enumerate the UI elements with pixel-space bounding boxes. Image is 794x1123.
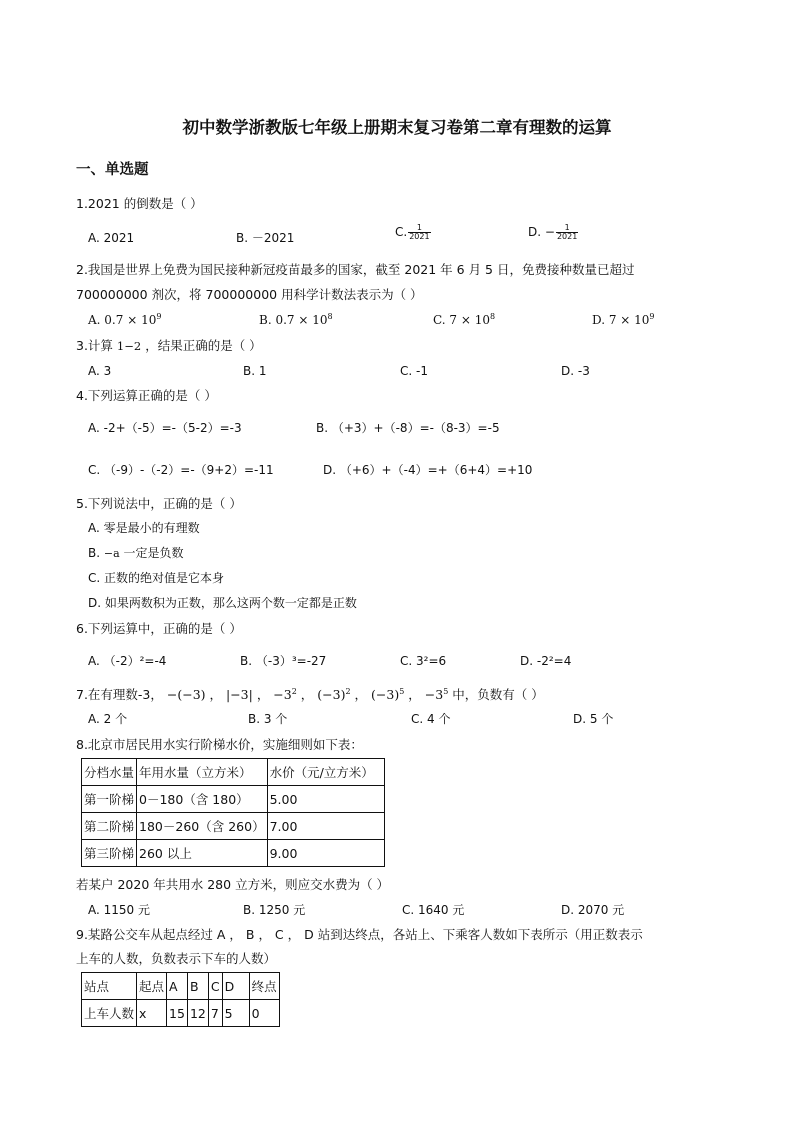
q4-option-b: B. （+3）+（-8）=-（8-3）=-5: [316, 421, 500, 435]
q1-option-b: B. －2021: [236, 231, 295, 245]
table-header-cell: C: [208, 973, 222, 1000]
q1-option-d: [528, 224, 578, 241]
q2-option-d: D. $7 \times 10^9$: [592, 312, 655, 327]
table-row: [82, 840, 385, 867]
table-cell: 5.00: [267, 786, 384, 813]
q2-option-a: A. $0.7 \times 10^9$: [88, 312, 162, 327]
table-header-cell: B: [187, 973, 208, 1000]
table-cell: 0: [249, 1000, 279, 1027]
table-header-cell: D: [222, 973, 249, 1000]
question-2-stem-line2: 700000000 剂次，将 700000000 用科学计数法表示为（ ）: [76, 287, 423, 302]
table-row: [82, 786, 385, 813]
q1-option-a: A. 2021: [88, 231, 135, 245]
q5-option-a: A. 零是最小的有理数: [88, 521, 200, 535]
q8-option-b: B. 1250 元: [243, 903, 306, 917]
table-header-cell: 水价（元/立方米）: [267, 759, 384, 786]
question-9-stem-line2: 上车的人数，负数表示下车的人数）: [76, 951, 277, 966]
q3-option-c: C. -1: [400, 364, 428, 378]
q1-d-fraction: $\frac{1}{2021}$: [556, 223, 578, 241]
q6-option-a: A. （-2）²=-4: [88, 654, 167, 668]
table-header-row: [82, 973, 280, 1000]
q1-option-c: [395, 224, 431, 241]
question-7-stem: 7.在有理数-3， −(−3) ， |−3| ， $-3^2$ ， $(-3)^2$ ， $(-3)^5$ ， $-3^5$ 中，负数有（ ）: [76, 687, 544, 702]
q8-option-d: D. 2070 元: [561, 903, 625, 917]
q4-option-a: A. -2+（-5）=-（5-2）=-3: [88, 421, 242, 435]
table-header-cell: A: [167, 973, 188, 1000]
table-header-row: [82, 759, 385, 786]
document-title: 初中数学浙教版七年级上册期末复习卷第二章有理数的运算: [182, 118, 612, 137]
table-cell: 第二阶梯: [82, 813, 137, 840]
q5-option-b: B. −a 一定是负数: [88, 546, 184, 560]
q4-option-c: C. （-9）-（-2）=-（9+2）=-11: [88, 463, 274, 477]
bus-passenger-table: [81, 972, 280, 1027]
table-cell: 5: [222, 1000, 249, 1027]
q6-option-c: C. 3²=6: [400, 654, 447, 668]
section-heading: 一、单选题: [76, 162, 149, 178]
table-header-cell: 年用水量（立方米）: [137, 759, 268, 786]
q7-option-b: B. 3 个: [248, 712, 288, 726]
question-6-stem: 6.下列运算中，正确的是（ ）: [76, 621, 242, 636]
table-header-cell: 分档水量: [82, 759, 137, 786]
table-cell: 0－180（含 180）: [137, 786, 268, 813]
table-row: [82, 1000, 280, 1027]
q2-option-b: B. $0.7 \times 10^8$: [259, 312, 333, 327]
table-cell: 15: [167, 1000, 188, 1027]
question-2-stem-line1: 2.我国是世界上免费为国民接种新冠疫苗最多的国家，截至 2021 年 6 月 5 日，免费接种数量已超过: [76, 262, 635, 277]
table-cell: 7: [208, 1000, 222, 1027]
q1-d-prefix: D. −: [528, 225, 555, 239]
q5-option-c: C. 正数的绝对值是它本身: [88, 571, 225, 585]
table-row: [82, 813, 385, 840]
question-8-stem: 8.北京市居民用水实行阶梯水价，实施细则如下表：: [76, 737, 363, 752]
table-cell: 12: [187, 1000, 208, 1027]
question-1-stem: 1.2021 的倒数是（ ）: [76, 196, 203, 211]
q7-option-a: A. 2 个: [88, 712, 128, 726]
table-header-cell: 终点: [249, 973, 279, 1000]
q1-c-prefix: C.: [395, 225, 408, 239]
table-cell: x: [137, 1000, 167, 1027]
q1-c-fraction: $\frac{1}{2021}$: [409, 223, 430, 241]
q7-option-d: D. 5 个: [573, 712, 614, 726]
q5-option-d: D. 如果两数积为正数，那么这两个数一定都是正数: [88, 596, 357, 610]
question-3-stem: 3.计算 1−2 ，结果正确的是（ ）: [76, 338, 262, 353]
table-cell: 上车人数: [82, 1000, 137, 1027]
q7-option-c: C. 4 个: [411, 712, 451, 726]
q3-option-d: D. -3: [561, 364, 590, 378]
q8-option-c: C. 1640 元: [402, 903, 465, 917]
table-header-cell: 站点: [82, 973, 137, 1000]
q3-option-a: A. 3: [88, 364, 112, 378]
question-5-stem: 5.下列说法中，正确的是（ ）: [76, 496, 242, 511]
question-4-stem: 4.下列运算正确的是（ ）: [76, 388, 217, 403]
table-cell: 260 以上: [137, 840, 268, 867]
water-price-table: [81, 758, 385, 867]
q3-expression: 1−2: [116, 339, 142, 353]
question-8-followup: 若某户 2020 年共用水 280 立方米，则应交水费为（ ）: [76, 877, 390, 892]
q6-option-d: D. -2²=4: [520, 654, 572, 668]
table-cell: 第一阶梯: [82, 786, 137, 813]
q8-option-a: A. 1150 元: [88, 903, 150, 917]
table-cell: 9.00: [267, 840, 384, 867]
table-cell: 7.00: [267, 813, 384, 840]
q6-option-b: B. （-3）³=-27: [240, 654, 327, 668]
q3-option-b: B. 1: [243, 364, 267, 378]
table-header-cell: 起点: [137, 973, 167, 1000]
question-9-stem-line1: 9.某路公交车从起点经过 A ， B ， C ， D 站到达终点，各站上、下乘客人数如下表所示（用正数表示: [76, 927, 643, 942]
table-cell: 180－260（含 260）: [137, 813, 268, 840]
q4-option-d: D. （+6）+（-4）=+（6+4）=+10: [323, 463, 533, 477]
q2-option-c: C. $7 \times 10^8$: [433, 312, 496, 327]
table-cell: 第三阶梯: [82, 840, 137, 867]
